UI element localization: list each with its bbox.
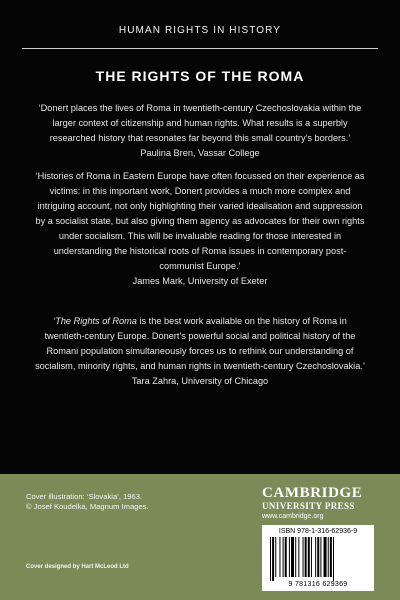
- book-title: THE RIGHTS OF THE ROMA: [95, 68, 305, 84]
- isbn-barcode: [262, 525, 374, 591]
- endorsement-quote: [32, 101, 368, 161]
- quote-text: ‘Histories of Roma in Eastern Europe have often focussed on their experience as victims: in this important work, Donert provides a much more complex and intriguing account, not only highlighting their varied idealisation and suppression by a socialist state, but also giving them agency as advocates for their own rights under socialism. This will be invaluable reading for those interested in understanding the historical roots of Roma issues in contemporary post-communist Europe.’: [35, 171, 365, 271]
- quote-attribution: Tara Zahra, University of Chicago: [131, 376, 269, 386]
- series-title: HUMAN RIGHTS IN HISTORY: [118, 25, 282, 36]
- credit-line: Cover illustration: ‘Slovakia’, 1963.: [26, 492, 143, 501]
- barcode-graphic: [268, 537, 368, 581]
- credit-line: © Josef Koudelka, Magnum Images.: [26, 502, 149, 511]
- divider: [22, 48, 378, 49]
- quote-attribution: James Mark, University of Exeter: [132, 276, 268, 286]
- publisher-url: www.cambridge.org: [262, 513, 324, 520]
- publisher-logo: [262, 486, 382, 522]
- publisher-subtitle: UNIVERSITY PRESS: [262, 501, 355, 511]
- designer-credit: Cover designed by Hart McLeod Ltd: [26, 564, 129, 570]
- isbn-label: ISBN 978-1-316-62936-9: [278, 528, 358, 535]
- endorsement-quote: [32, 169, 368, 289]
- quote-book-title: ‘The Rights of Roma: [53, 316, 137, 326]
- quote-text: is the best work available on the history of Roma in twentieth-century Europe. Donert’s powerful social and political history of the Romani population simultaneously forces us to rethink our understanding of socialism, minority rights, and human rights in twentieth-century Czechoslovakia.’: [35, 316, 365, 371]
- publisher-name: CAMBRIDGE: [262, 485, 363, 501]
- quote-attribution: Paulina Bren, Vassar College: [140, 148, 260, 158]
- cover-illustration-credit: [26, 492, 149, 512]
- endorsement-quote: [32, 314, 368, 389]
- barcode-digits: 9 781316 629369: [288, 581, 348, 588]
- quote-text: ‘Donert places the lives of Roma in twentieth-century Czechoslovakia within the larger context of citizenship and human rights. What results is a superbly researched history that resonates far beyond this small country’s borders.’: [38, 103, 362, 143]
